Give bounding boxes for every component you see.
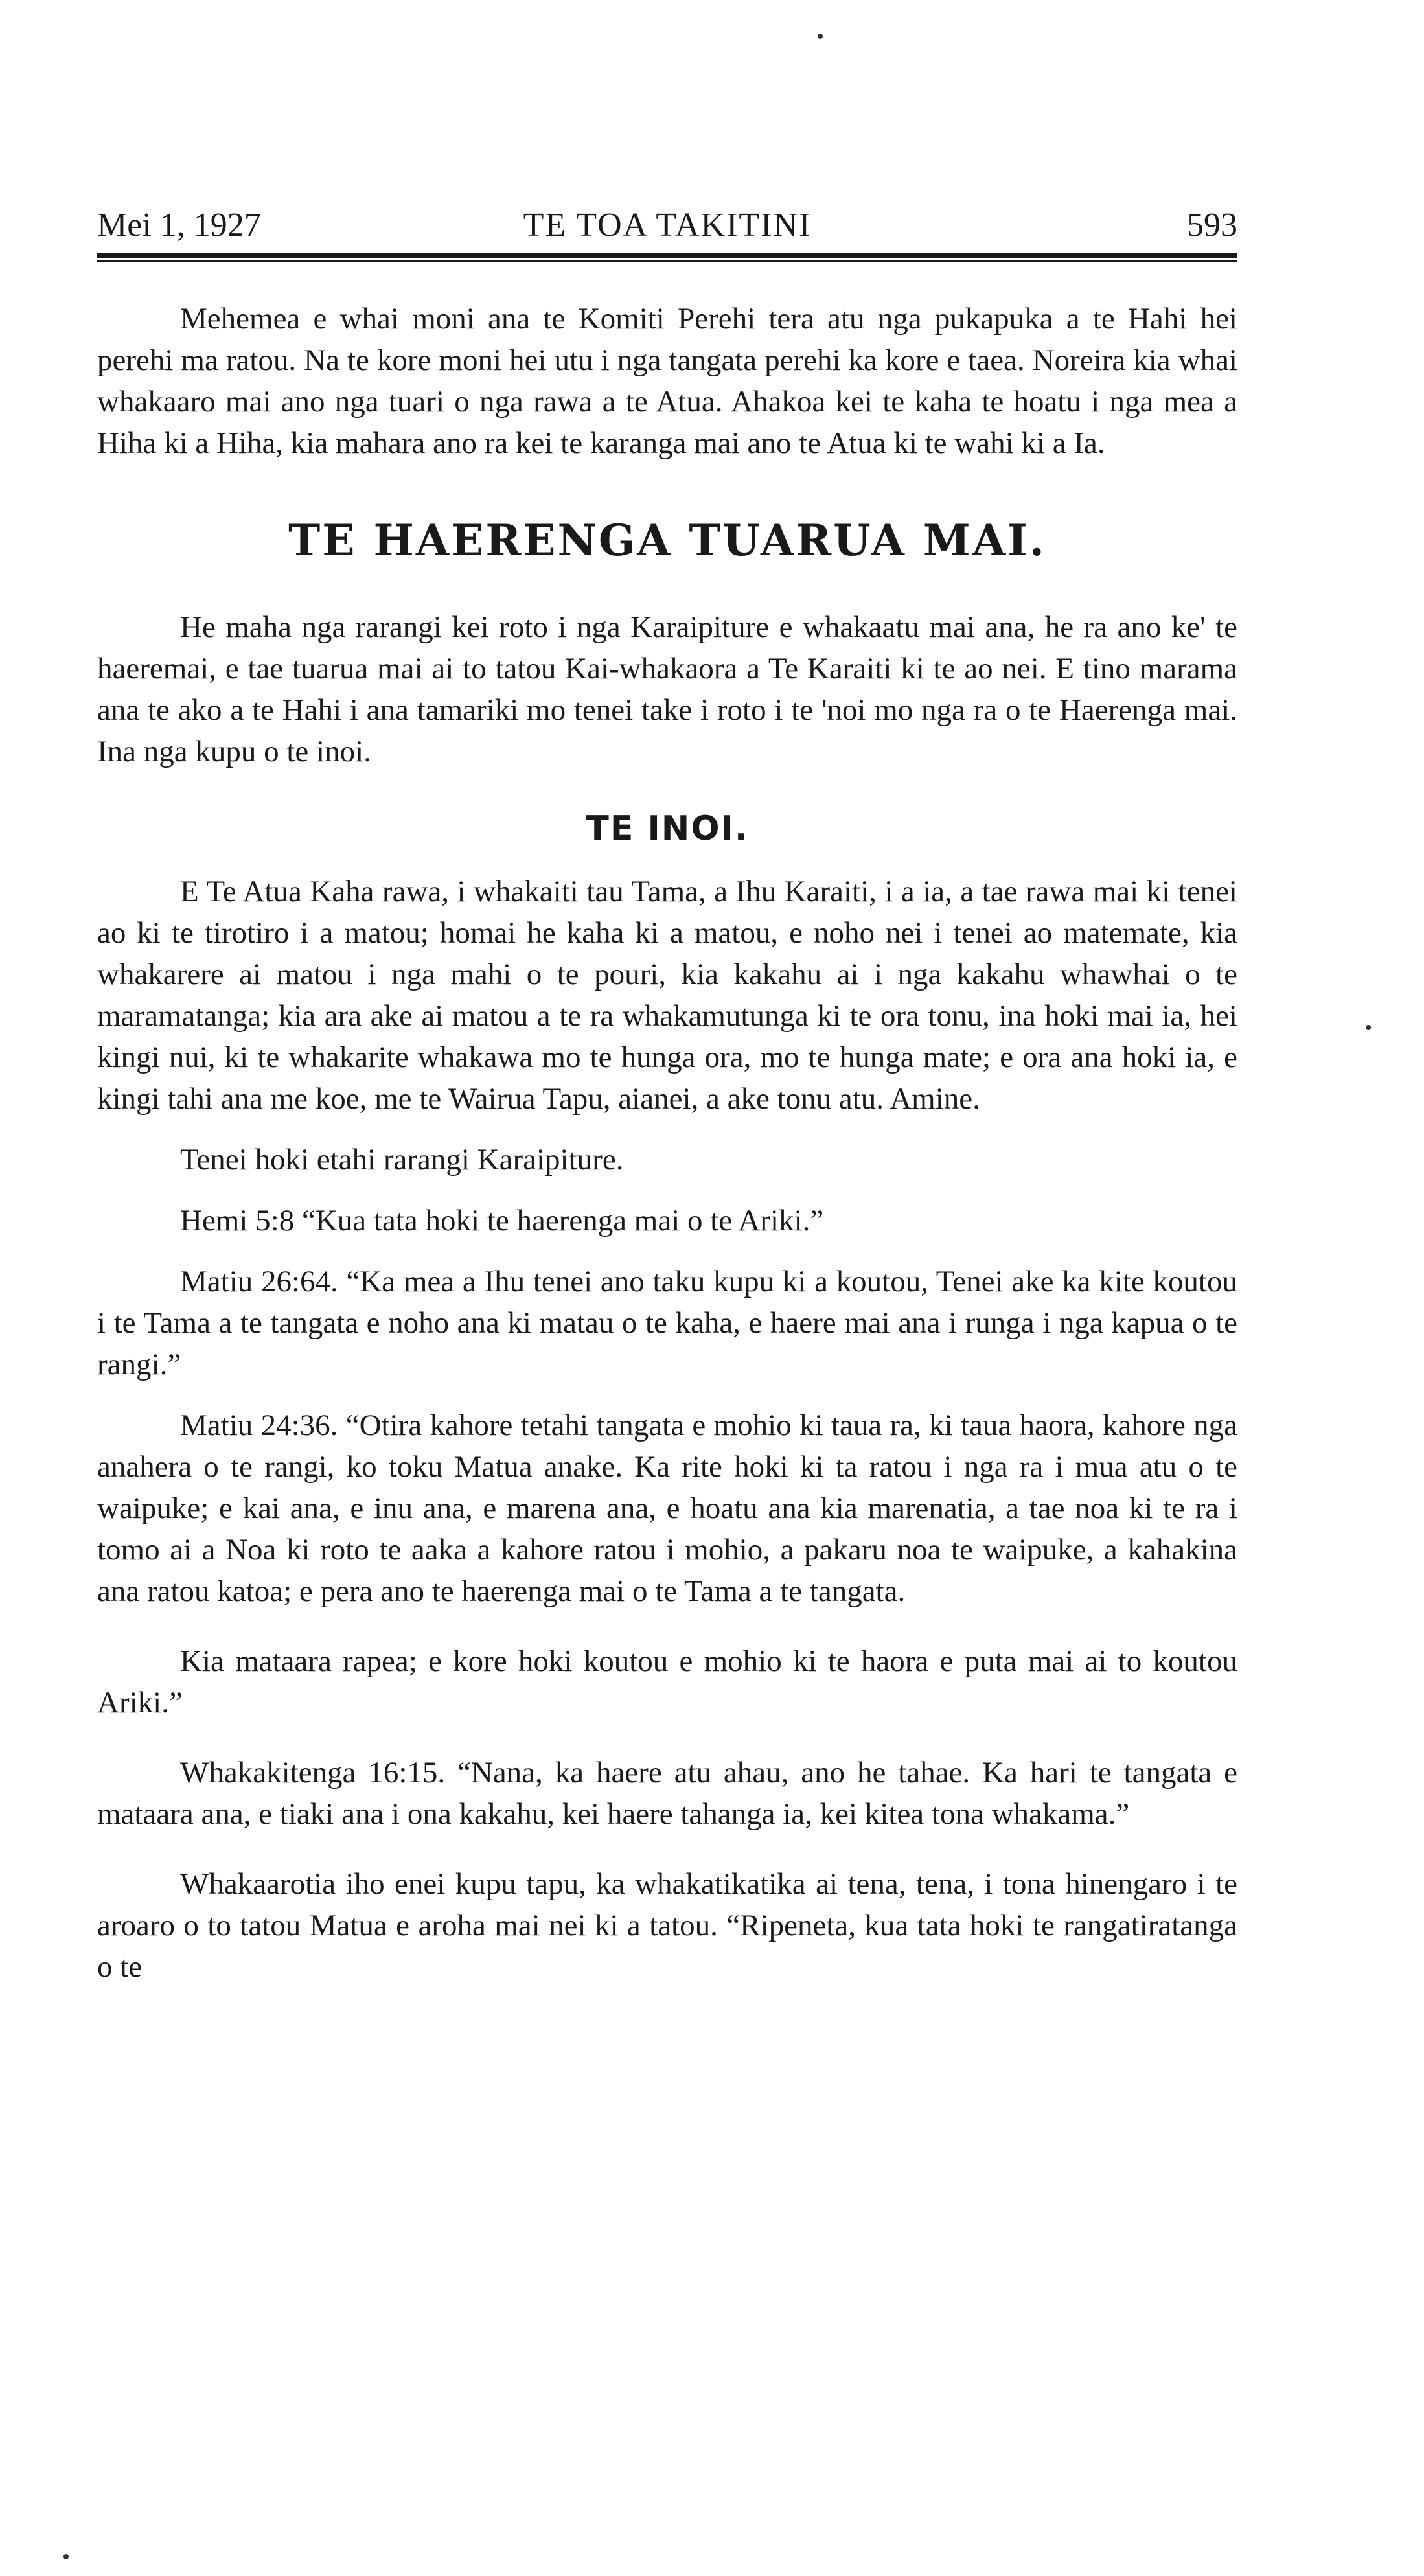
speck-right [1366, 1025, 1371, 1030]
verse-matiu-24: Matiu 24:36. “Otira kahore tetahi tangata e mohio ki taua ra, ki taua haora, kahore nga anahera o te rangi, ko toku Matua anake. Ka rite hoki ki ta ratou i nga ra i mua atu o te waipuke; e kai ana, e inu ana, e marena ana, e hoatu ana kia marenatia, a tae noa ki te ra i tomo ai a Noa ki roto te aaka a kahore ratou i mohio, a pakaru noa te waipuke, a kahakina ana ratou katoa; e pera ano te haerenga mai o te Tama a te tangata. [97, 1409, 1237, 1608]
header-rule-thin [97, 260, 1237, 262]
speck-bottom [63, 2554, 69, 2559]
page [97, 0, 1237, 2576]
article-body [97, 298, 1237, 1988]
scripture-lead: Tenei hoki etahi rarangi Karaipiture. [180, 1143, 624, 1177]
header-rule-thick [97, 253, 1237, 258]
running-header [97, 206, 1237, 245]
haerenga-paragraph: He maha nga rarangi kei roto i nga Karaipiture e whakaatu mai ana, he ra ano ke' te haeremai, e tae tuarua mai ai to tatou Kai-whakaora a Te Karaiti ki te ao nei. E tino marama ana te ako a te Hahi i ana tamariki mo tenei take i roto i te 'noi mo nga ra o te Haerenga mai. Ina nga kupu o te inoi. [97, 610, 1237, 768]
prayer-paragraph: E Te Atua Kaha rawa, i whakaiti tau Tama, a Ihu Karaiti, i a ia, a tae rawa mai ki tenei ao ki te tirotiro i a matou; homai he kaha ki a matou, e noho nei i tenei ao matemate, kia whakarere ai matou i nga mahi o te pouri, kia kakahu ai i nga kakahu whawhai o te maramatanga; kia ara ake ai matou a te ra whakamutunga ki te ora tonu, ina hoki mai ia, hei kingi nui, ki te whakarite whakawa mo te hunga ora, mo te hunga mate; e ora ana hoki ia, e kingi tahi ana me koe, me te Wairua Tapu, aianei, a ake tonu atu. Amine. [97, 875, 1237, 1116]
verse-hemi: Hemi 5:8 “Kua tata hoki te haerenga mai o te Ariki.” [180, 1204, 824, 1237]
verse-kia-mataara: Kia mataara rapea; e kore hoki koutou e mohio ki te haora e puta mai ai to koutou Ariki.” [97, 1644, 1237, 1719]
verse-matiu-26: Matiu 26:64. “Ka mea a Ihu tenei ano taku kupu ki a koutou, Tenei ake ka kite koutou i te Tama a te tangata e noho ana ki matau o te kaha, e haere mai ana i runga i nga kapua o te rangi.” [97, 1265, 1237, 1381]
page-number: 593 [1187, 207, 1237, 244]
verse-whakakitenga: Whakakitenga 16:15. “Nana, ka haere atu ahau, ano he tahae. Ka hari te tangata e mataara ana, e tiaki ana i ona kakahu, kei haere tahanga ia, kei kitea tona whakama.” [97, 1756, 1237, 1831]
section-heading-haerenga: TE HAERENGA TUARUA MAI. [288, 515, 1046, 566]
intro-paragraph: Mehemea e whai moni ana te Komiti Perehi tera atu nga pukapuka a te Hahi hei perehi ma ratou. Na te kore moni hei utu i nga tangata perehi ka kore e taea. Noreira kia whai whakaaro mai ano nga tuari o nga rawa a te Atua. Ahakoa kei te kaha te hoatu i nga mea a Hiha ki a Hiha, kia mahara ano ra kei te karanga mai ano te Atua ki te wahi ki a Ia. [97, 302, 1237, 460]
header-date: Mei 1, 1927 [97, 207, 261, 244]
closing-paragraph: Whakaarotia iho enei kupu tapu, ka whakatikatika ai tena, tena, i tona hinengaro i te aroaro o to tatou Matua e aroha mai nei ki a tatou. “Ripeneta, kua tata hoki te rangatiratanga o te [97, 1867, 1237, 1984]
section-heading-inoi: TE INOI. [586, 809, 749, 848]
header-title: TE TOA TAKITINI [523, 207, 812, 244]
